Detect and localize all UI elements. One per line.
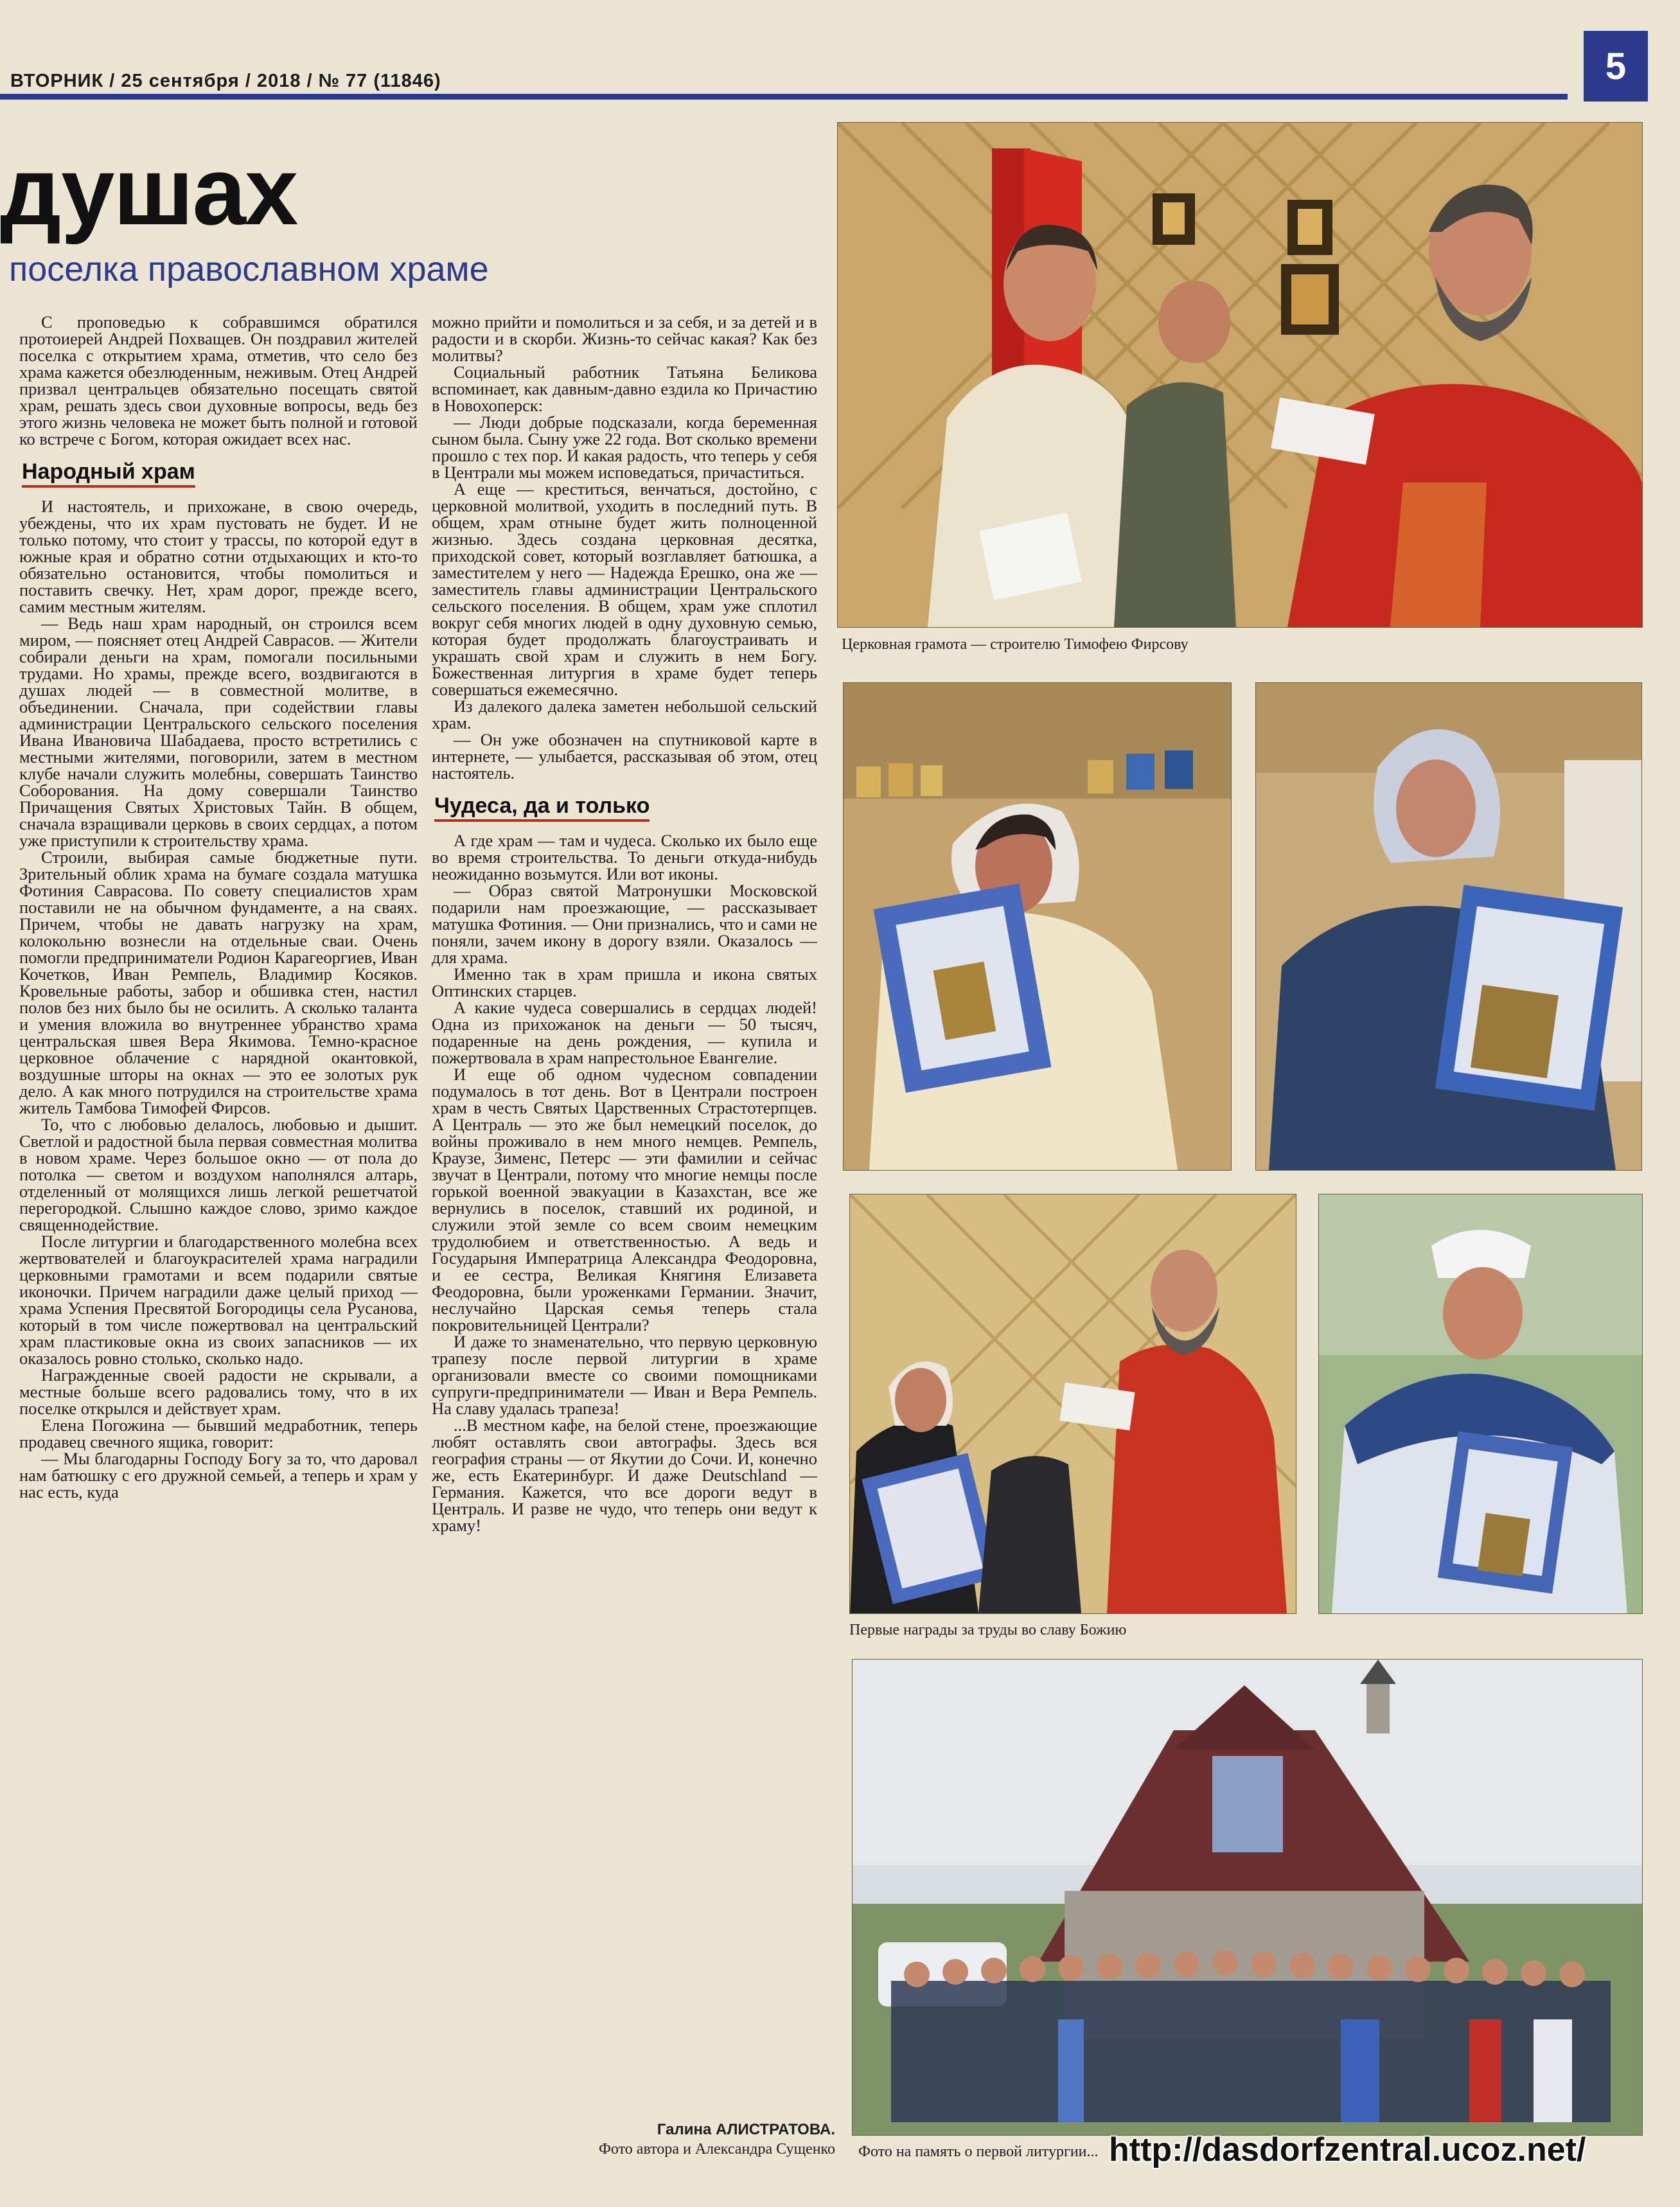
- paragraph: Елена Погожина — бывший медработник, теперь продавец свечного ящика, говорит:: [19, 1415, 418, 1452]
- photo-award-woman-3: [1318, 1194, 1643, 1614]
- paragraph: можно прийти и помолиться и за себя, и за детей и в радости и в скорби. Жизнь-то сейчас какая? Как без молитвы?: [432, 314, 817, 365]
- paragraph: Награжденные своей радости не скрывали, а местные больше всего радовались тому, что в их поселке открылся и действует храм.: [19, 1365, 418, 1419]
- photo-award-woman-1: [843, 682, 1232, 1171]
- subheadline: поселка православном храме: [9, 250, 489, 288]
- paragraph: А где храм — там и чудеса. Сколько их было еще во время строительства. То деньги откуда-нибудь неожиданно возьмутся. Или вот иконы.: [432, 831, 817, 884]
- paragraph: Социальный работник Татьяна Беликова вспоминает, как давным-давно ездила ко Причастию в Новохоперск:: [432, 362, 817, 415]
- paragraph: Из далекого далека заметен небольшой сельский храм.: [432, 696, 817, 732]
- header-rule: [0, 94, 1568, 100]
- page-number: 5: [1584, 31, 1648, 102]
- site-watermark: http://dasdorfzentral.ucoz.net/: [1109, 2131, 1586, 2168]
- caption-bottom-photo: Фото на память о первой литургии...: [858, 2143, 1099, 2160]
- photo-award-woman-2: [1255, 682, 1642, 1171]
- photo-credit: Фото автора и Александра Сущенко: [598, 2141, 835, 2158]
- paragraph: — Ведь наш храм народный, он строился всем миром, — поясняет отец Андрей Саврасов. — Жители собирали деньги на храм, помогали посильными трудами. Но храмы, прежде всего, воздвигаются в душах людей — в совместной молитве, в объединении. Сначала, при содействии главы администрации Центральского сельского поселения Ивана Ивановича Шабадаева, просто встретились с местными жителями, поговорили, затем в местном клубе начали служить молебны, совершать Таинство Соборования. На дому совершали Таинство Причащения Святых Христовых Тайн. В общем, сначала взращивали церковь в своих сердцах, а потом уже приступили к строительству храма.: [19, 614, 418, 851]
- paragraph: А какие чудеса совершались в сердцах людей! Одна из прихожанок на деньги — 50 тысяч, подаренные на день рождения, — купила и пожертвовала в храм напрестольное Евангелие.: [432, 998, 817, 1068]
- issue-line: ВТОРНИК / 25 сентября / 2018 / № 77 (11846): [10, 71, 441, 91]
- section-heading: Народный храм: [22, 460, 195, 488]
- paragraph: И настоятель, и прихожане, в свою очередь, убеждены, что их храм пустовать не будет. И не только потому, что стоит у трассы, по которой едут в южные края и обратно сотни отдыхающих и кто-то обязательно остановится, чтобы помолиться и поставить свечку. Нет, храм дорог, прежде всего, самим местным жителям.: [19, 497, 418, 617]
- paragraph: С проповедью к собравшимся обратился протоиерей Андрей Похващев. Он поздравил жителей поселка с открытием храма, отметив, что село без храма кажется обезлюденным, неживым. Отец Андрей призвал центральцев обязательно посещать святой храм, решать здесь свои духовные вопросы, ведь без этого жизнь человека не может быть полной и готовой ко встрече с Богом, которая ожидает всех нас.: [19, 314, 418, 448]
- paragraph: Строили, выбирая самые бюджетные пути. Зрительный облик храма на бумаге создала матушка Фотиния Саврасова. По совету специалистов храм поставили не на обычном фундаменте, а на сваях. Причем, чтобы не давать нагрузку на храм, колокольню вознесли на отдельные сваи. Очень помогли предприниматели Родион Карагеоргиев, Иван Кочетков, Иван Ремпель, Владимир Косяков. Кровельные работы, забор и обшивка стен, настил полов без них было бы не осилить. А сколько таланта и умения вложила во внутреннее убранство храма центральская швея Вера Якимова. Темно-красное церковное облачение с нарядной окантовкой, воздушные шторы на окнах — это ее золотых рук дело. А как много потрудился на строительстве храма житель Тамбова Тимофей Фирсов.: [19, 847, 418, 1118]
- paragraph: А еще — креститься, венчаться, достойно, с церковной молитвой, уходить в последний путь. В общем, храм отныне будет жить полноценной жизнью. Здесь создана церковная десятка, приходской совет, который возглавляет батюшка, а заместителем у него — Надежда Ерешко, она же — заместитель главы администрации Центральского сельского поселения. В общем, храм уже сплотил вокруг себя многих людей в одну духовную семью, которая будет продолжать благоустраивать и украшать свой храм и служить в нем Богу. Божественная литургия в храме будет теперь совершаться ежемесячно.: [432, 479, 817, 699]
- photo-award-ceremony: [849, 1194, 1296, 1614]
- photo-church-certificate: [837, 122, 1643, 628]
- author-name: Галина АЛИСТРАТОВА.: [657, 2121, 835, 2138]
- caption-middle-photos: Первые награды за труды во славу Божию: [849, 1622, 1127, 1638]
- byline: [450, 2120, 835, 2159]
- paragraph: — Люди добрые подсказали, когда беременная сыном была. Сыну уже 22 года. Вот сколько времени прошло с тех пор. И какая радость, что теперь у себя в Централи мы можем исповедаться, причаститься.: [432, 412, 817, 482]
- text-column-1: [19, 314, 418, 2170]
- paragraph: И еще об одном чудесном совпадении подумалось в тот день. Вот в Централи построен храм в честь Святых Царственных Страстотерпцев. А Централь — это же был немецкий поселок, до войны проживало в нем много немцев. Ремпель, Краузе, Зименс, Петерс — эти фамилии и сейчас звучат в Централи, потому что многие немцы после горькой военной эвакуации в Казахстан, все же вернулись в поселок, ставший их родиной, и служили этой земле со всем своим немецким трудолюбием и ответственностью. А ведь и Государыня Императрица Александра Феодоровна, и ее сестра, Великая Княгиня Елизавета Феодоровна, были уроженками Германии. Значит, неслучайно Царская семья теперь стала покровительницей Централи?: [432, 1065, 817, 1335]
- paragraph: После литургии и благодарственного молебна всех жертвователей и благоукрасителей храма наградили церковными грамотами и всем подарили святые иконочки. Причем наградили даже целый приход — храма Успения Пресвятой Богородицы села Русанова, который в том числе пожертвовал на центральский храм пластиковые окна из своих запасников — их оказалось ровно столько, сколько надо.: [19, 1232, 418, 1369]
- paragraph: — Мы благодарны Господу Богу за то, что даровал нам батюшку с его дружной семьей, а теперь и храм у нас есть, куда: [19, 1449, 418, 1502]
- text-column-2: [432, 314, 817, 2074]
- paragraph: И даже то знаменательно, что первую церковную трапезу после первой литургии в храме организовали вместе со своими помощниками супруги-предприниматели — Иван и Вера Ремпель. На славу удалась трапеза!: [432, 1332, 817, 1419]
- section-heading: Чудеса, да и только: [434, 794, 650, 822]
- paragraph: Именно так в храм пришла и икона святых Оптинских старцев.: [432, 964, 817, 1001]
- paragraph: — Он уже обозначен на спутниковой карте в интернете, — улыбается, рассказывая об этом, отец настоятель.: [432, 730, 817, 783]
- paragraph: ...В местном кафе, на белой стене, проезжающие любят оставлять свои автографы. Здесь вся география страны — от Якутии до Сочи. И, конечно же, есть Екатеринбург. И даже Deutschland — Германия. Кажется, что все дороги ведут в Централь. И разве не чудо, что теперь они ведут к храму!: [432, 1415, 817, 1536]
- paragraph: То, что с любовью делалось, любовью и дышит. Светлой и радостной была первая совместная молитва в новом храме. Через большое окно — от пола до потолка — светом и воздухом наполнялся алтарь, отделенный от молящихся лишь легкой решетчатой перегородкой. Слышно каждое слово, зримо каждое священнодействие.: [19, 1115, 418, 1235]
- caption-top-photo: Церковная грамота — строителю Тимофею Фирсову: [842, 636, 1189, 653]
- photo-church-group: [852, 1659, 1643, 2136]
- paragraph: — Образ святой Матронушки Московской подарили нам проезжающие, — рассказывает матушка Фотиния. — Они признались, что и сами не поняли, зачем икону в дорогу взяли. Оказалось — для храма.: [432, 881, 817, 968]
- headline: душах: [0, 137, 297, 245]
